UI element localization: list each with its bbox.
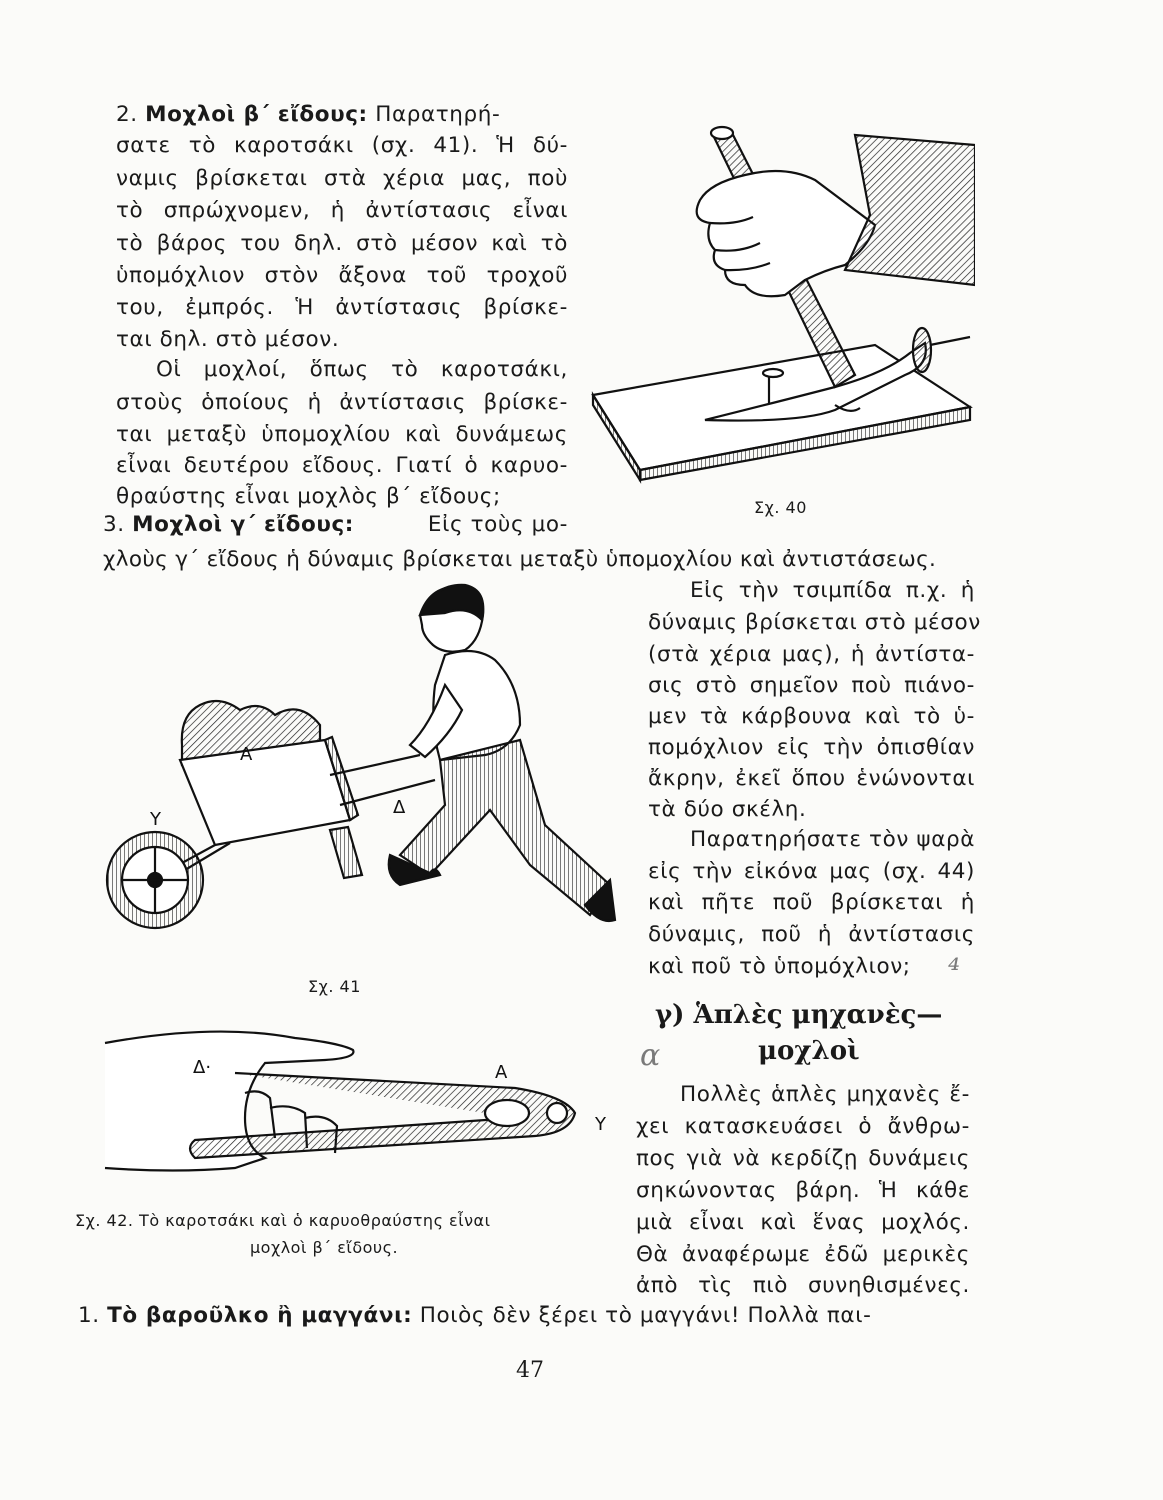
figure-40-lever-illustration [585,105,975,490]
section3-right-line: εἰς τὴν εἰκόνα μας (σχ. 44) [648,859,975,884]
section-gamma-line: χει κατασκευάσει ὁ ἄνθρω- [636,1114,970,1139]
section2-line: θραύστης εἶναι μοχλὸς β΄ εἴδους; [116,484,501,509]
section3-right-line: τὰ δύο σκέλη. [648,797,807,822]
section2-line: του, ἐμπρός. Ἡ ἀντίστασις βρίσκε- [116,295,568,320]
section2-line-1: 2. Μοχλοὶ β΄ εἴδους: Παρατηρή- [116,102,501,127]
section-gamma-line: πος γιὰ νὰ κερδίζῃ δυνάμεις [636,1146,970,1171]
section2-line: ται μεταξὺ ὑπομοχλίου καὶ δυνάμεως [116,422,568,447]
section3-right-line: ἄκρην, ἐκεῖ ὅπου ἑνώνονται [648,766,975,791]
figure-42-label-force: Δ· [193,1057,212,1078]
section2-title: Μοχλοὶ β΄ εἴδους: [145,102,368,127]
section3-full-line: χλοὺς γ΄ εἴδους ἡ δύναμις βρίσκεται μεταξὺ ὑπομοχλίου καὶ ἀντιστάσεως. [103,547,937,572]
section2-line: ναμις βρίσκεται στὰ χέρια μας, ποὺ [116,166,568,191]
section1-line: 1. Τὸ βαροῦλκο ἢ μαγγάνι: Ποιὸς δὲν ξέρει τὸ μαγγάνι! Πολλὰ παι- [78,1303,872,1328]
section-gamma-line: σηκώνοντας βάρη. Ἡ κάθε [636,1178,970,1203]
section-heading-simple-machines: γ) Ἁπλὲς μηχανὲς— [655,1000,943,1030]
section3-right-line: (στὰ χέρια μας), ἡ ἀντίστα- [648,642,975,667]
pencil-mark-icon: α [640,1038,661,1073]
section-gamma-line: Πολλὲς ἁπλὲς μηχανὲς ἔ- [680,1082,970,1107]
section2-line: εἶναι δευτέρου εἴδους. Γιατί ὁ καρυο- [116,453,568,478]
section3-right-line: Παρατηρήσατε τὸν ψαρὰ [690,827,975,852]
section3-right-line: σις στὸ σημεῖον ποὺ πιάνο- [648,673,975,698]
section3-title: Μοχλοὶ γ΄ εἴδους: [132,512,354,537]
section-gamma-line: ἀπὸ τὶς πιὸ συνηθισμένες. [636,1273,970,1298]
section-gamma-line: Θὰ ἀναφέρωμε ἐδῶ μερικὲς [636,1242,970,1267]
figure-41-wheelbarrow-illustration [100,575,620,960]
section-gamma-line: μιὰ εἶναι καὶ ἕνας μοχλός. [636,1210,970,1235]
section3-right-line: πομόχλιον εἰς τὴν ὀπισθίαν [648,735,975,760]
section2-line: Οἱ μοχλοί, ὅπως τὸ καροτσάκι, [156,357,568,382]
section2-line: ὑπομόχλιον στὸν ἄξονα τοῦ τροχοῦ [116,263,568,288]
figure-42-label-resistance: Α [495,1062,508,1083]
pencil-mark-icon: ⁴ [948,953,961,988]
section3-right-line: καὶ πῆτε ποῦ βρίσκεται ἡ [648,890,975,915]
page-number: 47 [516,1358,544,1383]
section3-right-line: δύναμις βρίσκεται στὸ μέσον [648,610,981,635]
figure-41-label-force: Δ [393,797,406,818]
figure-42-caption-line2: μοχλοὶ β΄ εἴδους. [250,1238,399,1257]
figure-41-caption: Σχ. 41 [308,977,361,996]
section2-line: τὸ σπρώχνομεν, ἡ ἀντίστασις εἶναι [116,198,568,223]
section2-line: στοὺς ὁποίους ἡ ἀντίστασις βρίσκε- [116,390,568,415]
section2-line: ται δηλ. στὸ μέσον. [116,327,340,352]
section3-right-line: Εἰς τὴν τσιμπίδα π.χ. ἡ [690,578,975,603]
figure-42-label-fulcrum: Υ [595,1114,606,1135]
section3-right-line: δύναμις, ποῦ ἡ ἀντίστασις [648,922,975,947]
figure-41-label-resistance: Α [240,744,253,765]
section2-line: σατε τὸ καροτσάκι (σχ. 41). Ἡ δύ- [116,133,568,158]
figure-42-caption-line1: Σχ. 42. Τὸ καροτσάκι καὶ ὁ καρυοθραύστης εἶναι [75,1211,491,1230]
section3-right-line: μεν τὰ κάρβουνα καὶ τὸ ὑ- [648,704,975,729]
section-heading-simple-machines-line2: μοχλοὶ [758,1036,860,1066]
section3-right-line: καὶ ποῦ τὸ ὑπομόχλιον; [648,954,911,979]
figure-41-label-fulcrum: Υ [150,809,161,830]
section3-line-1: 3. Μοχλοὶ γ΄ εἴδους: Εἰς τοὺς μο- [103,512,568,537]
section2-line: τὸ βάρος του δηλ. στὸ μέσον καὶ τὸ [116,231,568,256]
figure-42-nutcracker-illustration [95,1018,615,1193]
section1-title: Τὸ βαροῦλκο ἢ μαγγάνι: [107,1303,413,1328]
figure-40-caption: Σχ. 40 [754,498,807,517]
